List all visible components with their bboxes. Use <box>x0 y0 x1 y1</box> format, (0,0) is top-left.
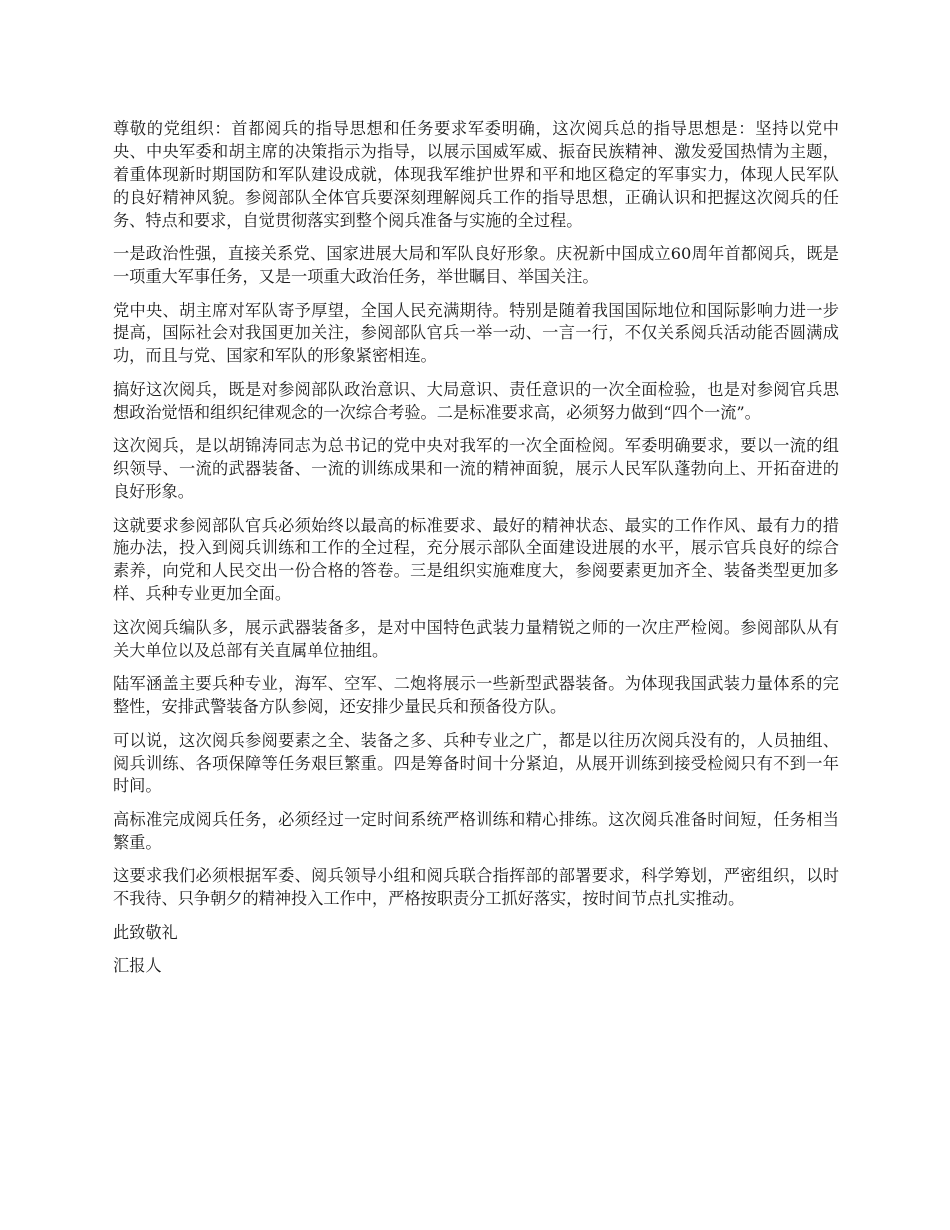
paragraph: 高标准完成阅兵任务，必须经过一定时间系统严格训练和精心排练。这次阅兵准备时间短，任务相当繁重。 <box>113 809 839 852</box>
paragraph-point-three: 这就要求参阅部队官兵必须始终以最高的标准要求、最好的精神状态、最实的工作作风、最有力的措施办法，投入到阅兵训练和工作的全过程，充分展示部队全面建设进展的水平，展示官兵良好的综合素养，向党和人民交出一份合格的答卷。三是组织实施难度大，参阅要素更加齐全、装备类型更加多样、兵种专业更加全面。 <box>113 515 839 604</box>
paragraph: 陆军涵盖主要兵种专业，海军、空军、二炮将展示一些新型武器装备。为体现我国武装力量体系的完整性，安排武警装备方队参阅，还安排少量民兵和预备役方队。 <box>113 674 839 717</box>
paragraph: 这要求我们必须根据军委、阅兵领导小组和阅兵联合指挥部的部署要求，科学筹划，严密组织，以时不我待、只争朝夕的精神投入工作中，严格按职责分工抓好落实，按时间节点扎实推动。 <box>113 866 839 909</box>
paragraph-point-one: 一是政治性强，直接关系党、国家进展大局和军队良好形象。庆祝新中国成立60周年首都阅兵，既是一项重大军事任务，又是一项重大政治任务，举世瞩目、举国关注。 <box>113 244 839 287</box>
paragraph: 这次阅兵，是以胡锦涛同志为总书记的党中央对我军的一次全面检阅。军委明确要求，要以一流的组织领导、一流的武器装备、一流的训练成果和一流的精神面貌，展示人民军队蓬勃向上、开拓奋进的良好形象。 <box>113 436 839 502</box>
signature: 汇报人 <box>113 956 162 976</box>
paragraph: 这次阅兵编队多，展示武器装备多，是对中国特色武装力量精锐之师的一次庄严检阅。参阅部队从有关大单位以及总部有关直属单位抽组。 <box>113 617 839 660</box>
paragraph-salutation: 尊敬的党组织：首都阅兵的指导思想和任务要求军委明确，这次阅兵总的指导思想是：坚持以党中央、中央军委和胡主席的决策指示为指导，以展示国威军威、振奋民族精神、激发爱国热情为主题，着重体现新时期国防和军队建设成就，体现我军维护世界和平和地区稳定的军事实力，体现人民军队的良好精神风貌。参阅部队全体官兵要深刻理解阅兵工作的指导思想，正确认识和把握这次阅兵的任务、特点和要求，自觉贯彻落实到整个阅兵准备与实施的全过程。 <box>113 119 839 230</box>
document-body <box>113 118 839 989</box>
paragraph-point-four: 可以说，这次阅兵参阅要素之全、装备之多、兵种专业之广，都是以往历次阅兵没有的，人员抽组、阅兵训练、各项保障等任务艰巨繁重。四是筹备时间十分紧迫，从展开训练到接受检阅只有不到一年时间。 <box>113 730 839 796</box>
closing-salutation: 此致敬礼 <box>113 922 178 942</box>
paragraph-point-two: 搞好这次阅兵，既是对参阅部队政治意识、大局意识、责任意识的一次全面检验，也是对参阅官兵思想政治觉悟和组织纪律观念的一次综合考验。二是标准要求高，必须努力做到“四个一流”。 <box>113 379 839 422</box>
paragraph: 党中央、胡主席对军队寄予厚望，全国人民充满期待。特别是随着我国国际地位和国际影响力进一步提高，国际社会对我国更加关注，参阅部队官兵一举一动、一言一行，不仅关系阅兵活动能否圆满成功，而且与党、国家和军队的形象紧密相连。 <box>113 300 839 366</box>
